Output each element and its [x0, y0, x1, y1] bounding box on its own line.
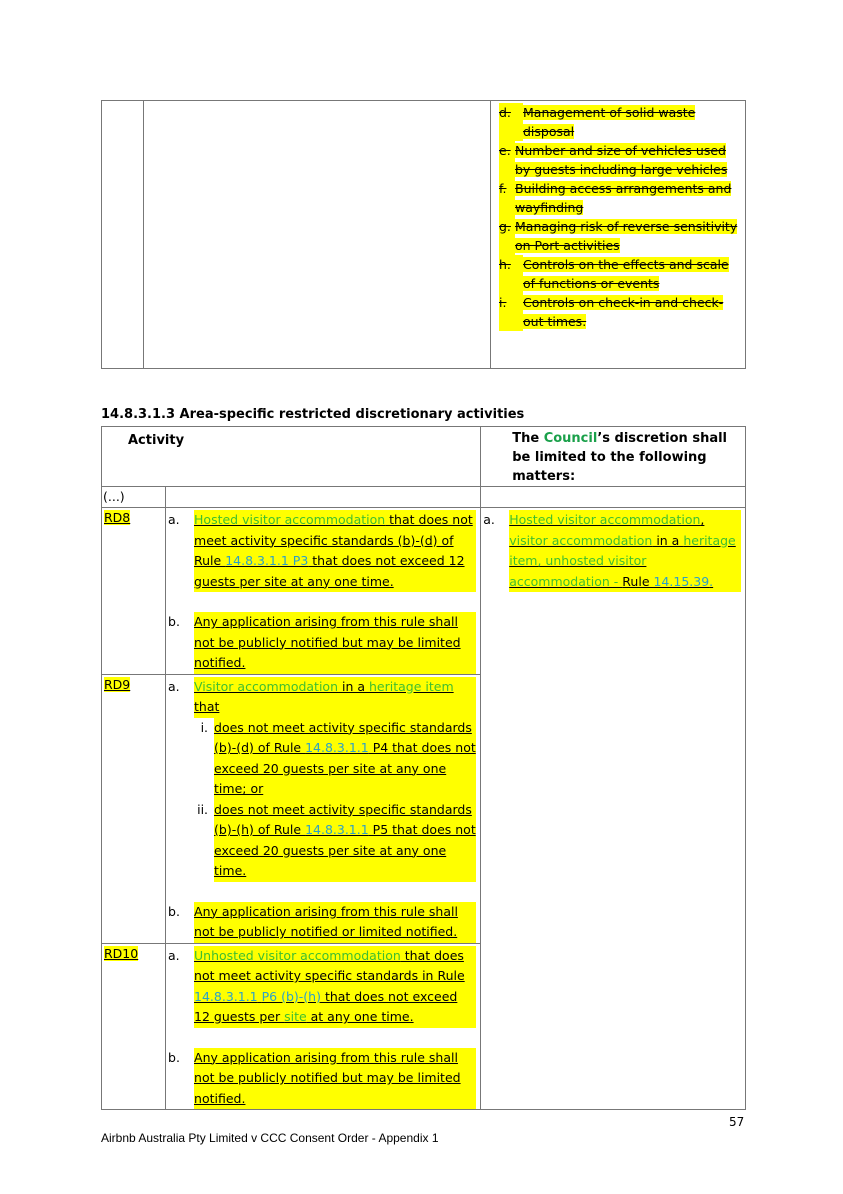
- empty-activity-cell: [144, 101, 491, 369]
- list-item: d. Management of solid waste disposal: [499, 105, 696, 139]
- empty-cell: [166, 487, 481, 508]
- list-item: a. Hosted visitor accommodation, visitor accommodation in a heritage item, unhosted visitor accommodation - Rule 14.15.39.: [483, 510, 741, 592]
- rd10-code: RD10: [102, 943, 166, 1110]
- list-item: a. Visitor accommodation in a heritage item that: [168, 677, 476, 718]
- struck-matters-list: [491, 101, 745, 331]
- rd-activities-table: [101, 426, 746, 1110]
- section-heading: 14.8.3.1.3 Area-specific restricted discretionary activities: [101, 407, 525, 422]
- empty-cell: [481, 487, 746, 508]
- list-item: i. Controls on check-in and check-out times.: [499, 295, 724, 329]
- activity-header: Activity: [102, 427, 481, 487]
- ellipsis-cell: (...): [102, 487, 166, 508]
- rd8-activity: [166, 508, 481, 675]
- list-item: g. Managing risk of reverse sensitivity on Port activities: [499, 219, 738, 253]
- list-item: ii. does not meet activity specific standards (b)-(h) of Rule 14.8.3.1.1 P5 that does not exceed 20 guests per site at any one time.: [168, 800, 476, 882]
- list-item: a. Unhosted visitor accommodation that does not meet activity specific standards in Rule 14.8.3.1.1 P6 (b)-(h) that does not exceed 12 guests per site at any one time.: [168, 946, 476, 1028]
- list-item: e. Number and size of vehicles used by guests including large vehicles: [499, 143, 728, 177]
- rd9-code: RD9: [102, 674, 166, 943]
- list-item: a. Hosted visitor accommodation that does not meet activity specific standards (b)-(d) of Rule 14.8.3.1.1 P3 that does not exceed 12 guests per site at any one time.: [168, 510, 476, 592]
- list-item: b. Any application arising from this rule shall not be publicly notified but may be limited notified.: [168, 1048, 476, 1110]
- page-number: 57: [729, 1115, 745, 1129]
- continued-table: [101, 100, 746, 369]
- list-item: h. Controls on the effects and scale of functions or events: [499, 257, 729, 291]
- matters-cell: [491, 101, 746, 369]
- empty-code-cell: [102, 101, 144, 369]
- rd8-code: RD8: [102, 508, 166, 675]
- discretion-header: The Council’s discretion shall be limited to the following matters:: [481, 427, 746, 487]
- footer-text: Airbnb Australia Pty Limited v CCC Consent Order - Appendix 1: [101, 1131, 439, 1145]
- list-item: i. does not meet activity specific standards (b)-(d) of Rule 14.8.3.1.1 P4 that does not exceed 20 guests per site at any one time; or: [168, 718, 476, 800]
- rd9-activity: [166, 674, 481, 943]
- rd10-activity: [166, 943, 481, 1110]
- list-item: f. Building access arrangements and wayfinding: [499, 181, 732, 215]
- rd-discretion-cell: [481, 508, 746, 1110]
- list-item: b. Any application arising from this rule shall not be publicly notified but may be limited notified.: [168, 612, 476, 674]
- list-item: b. Any application arising from this rule shall not be publicly notified or limited notified.: [168, 902, 476, 943]
